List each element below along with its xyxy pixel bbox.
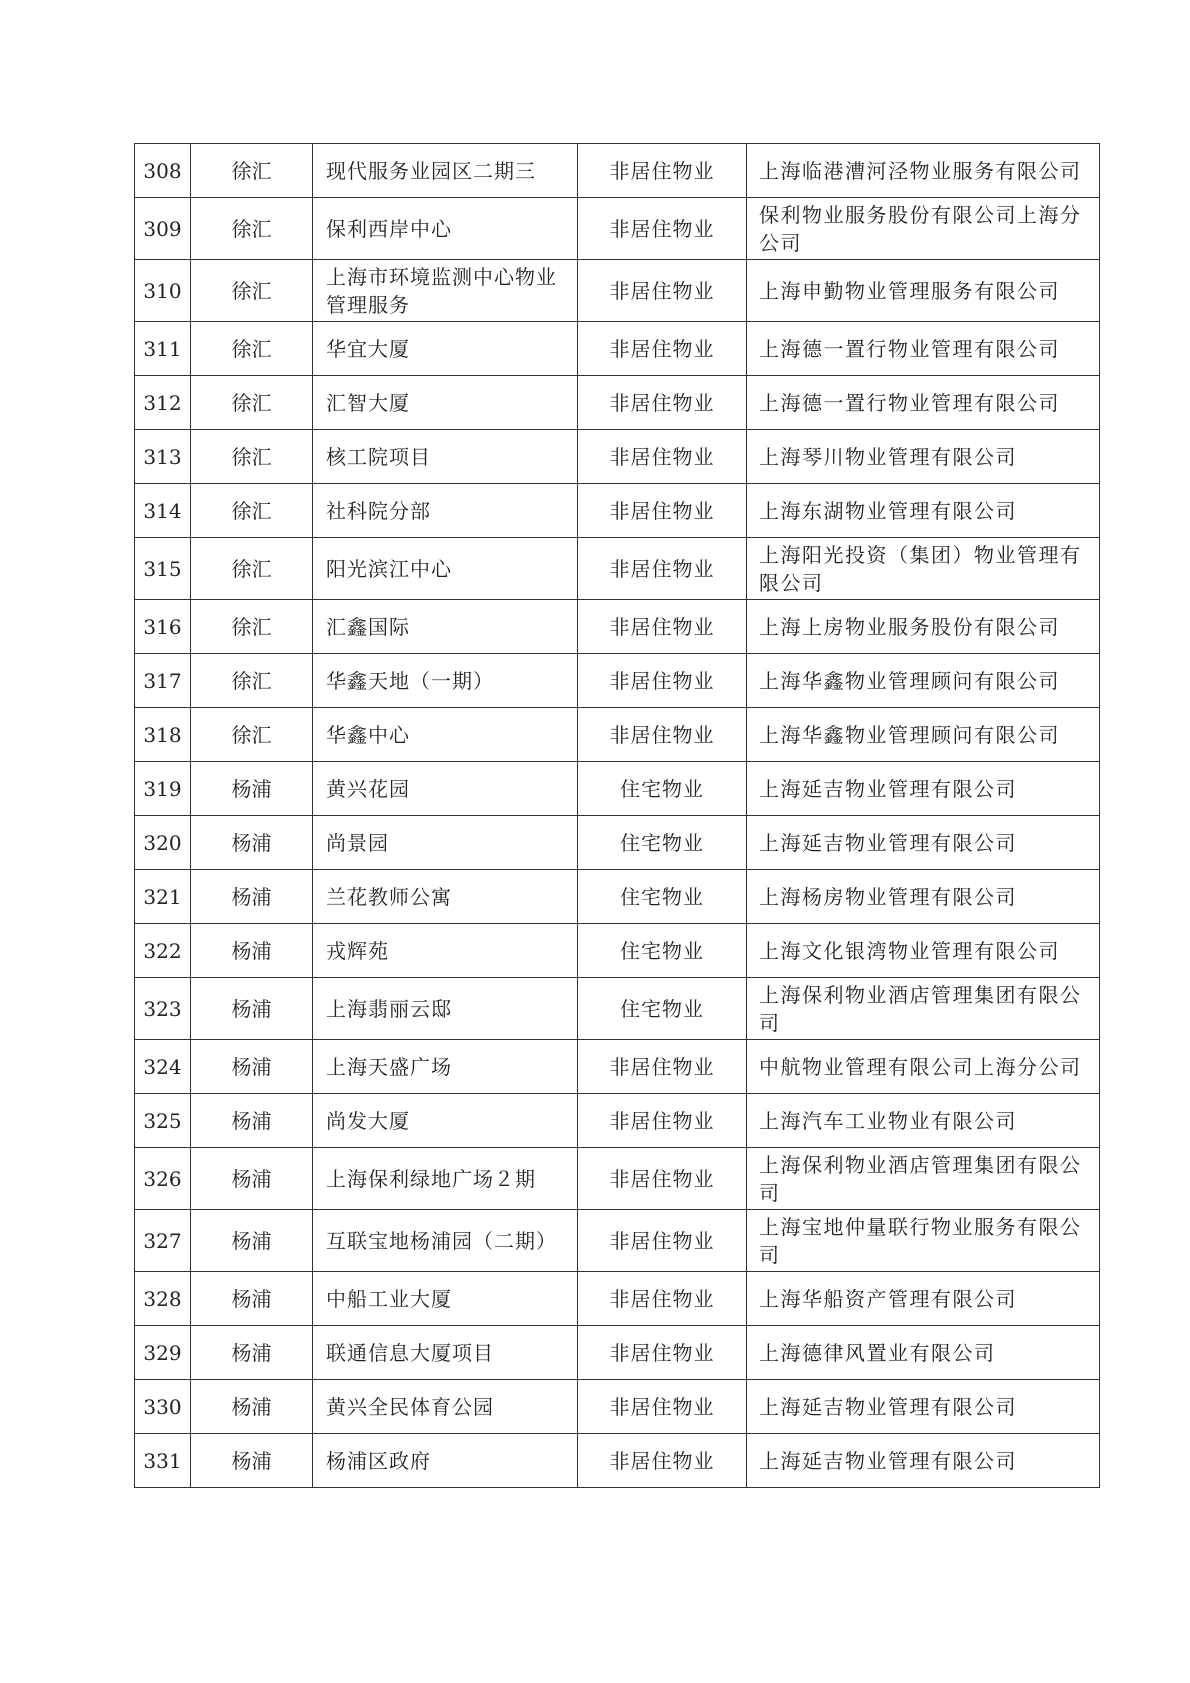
- row-number: 329: [135, 1326, 191, 1380]
- property-type-cell: 非居住物业: [578, 1326, 747, 1380]
- row-number: 326: [135, 1148, 191, 1210]
- property-type-cell: 非居住物业: [578, 430, 747, 484]
- company-cell: 上海琴川物业管理有限公司: [747, 430, 1100, 484]
- table-row: [135, 1326, 1100, 1380]
- project-name-cell: 华鑫中心: [313, 708, 578, 762]
- table-row: [135, 708, 1100, 762]
- table-row: [135, 924, 1100, 978]
- project-name-cell: 尚发大厦: [313, 1094, 578, 1148]
- table-row: [135, 1434, 1100, 1488]
- project-name-cell: 保利西岸中心: [313, 198, 578, 260]
- company-cell: 上海保利物业酒店管理集团有限公司: [747, 978, 1100, 1040]
- property-type-cell: 非居住物业: [578, 654, 747, 708]
- company-cell: 上海华鑫物业管理顾问有限公司: [747, 708, 1100, 762]
- project-name-cell: 戎辉苑: [313, 924, 578, 978]
- row-number: 318: [135, 708, 191, 762]
- company-cell: 中航物业管理有限公司上海分公司: [747, 1040, 1100, 1094]
- district-cell: 杨浦: [191, 1326, 313, 1380]
- property-list-table: [134, 143, 1100, 1488]
- row-number: 312: [135, 376, 191, 430]
- company-cell: 保利物业服务股份有限公司上海分公司: [747, 198, 1100, 260]
- project-name-cell: 汇鑫国际: [313, 600, 578, 654]
- table-row: [135, 654, 1100, 708]
- project-name-cell: 上海市环境监测中心物业管理服务: [313, 260, 578, 322]
- project-name-cell: 杨浦区政府: [313, 1434, 578, 1488]
- project-name-cell: 核工院项目: [313, 430, 578, 484]
- property-type-cell: 住宅物业: [578, 762, 747, 816]
- table-row: [135, 1272, 1100, 1326]
- property-type-cell: 住宅物业: [578, 816, 747, 870]
- table-row: [135, 1040, 1100, 1094]
- row-number: 324: [135, 1040, 191, 1094]
- row-number: 328: [135, 1272, 191, 1326]
- table-row: [135, 430, 1100, 484]
- property-type-cell: 非居住物业: [578, 1148, 747, 1210]
- row-number: 320: [135, 816, 191, 870]
- district-cell: 徐汇: [191, 144, 313, 198]
- district-cell: 徐汇: [191, 198, 313, 260]
- district-cell: 杨浦: [191, 1094, 313, 1148]
- property-type-cell: 非居住物业: [578, 1040, 747, 1094]
- district-cell: 杨浦: [191, 924, 313, 978]
- table-row: [135, 762, 1100, 816]
- company-cell: 上海华鑫物业管理顾问有限公司: [747, 654, 1100, 708]
- table-row: [135, 538, 1100, 600]
- company-cell: 上海阳光投资（集团）物业管理有限公司: [747, 538, 1100, 600]
- property-type-cell: 非居住物业: [578, 144, 747, 198]
- row-number: 330: [135, 1380, 191, 1434]
- district-cell: 徐汇: [191, 484, 313, 538]
- project-name-cell: 华宜大厦: [313, 322, 578, 376]
- project-name-cell: 联通信息大厦项目: [313, 1326, 578, 1380]
- property-type-cell: 住宅物业: [578, 924, 747, 978]
- row-number: 310: [135, 260, 191, 322]
- company-cell: 上海德律风置业有限公司: [747, 1326, 1100, 1380]
- property-type-cell: 非居住物业: [578, 260, 747, 322]
- company-cell: 上海德一置行物业管理有限公司: [747, 376, 1100, 430]
- row-number: 309: [135, 198, 191, 260]
- table-row: [135, 978, 1100, 1040]
- row-number: 313: [135, 430, 191, 484]
- table-row: [135, 816, 1100, 870]
- property-type-cell: 非居住物业: [578, 1434, 747, 1488]
- company-cell: 上海申勤物业管理服务有限公司: [747, 260, 1100, 322]
- company-cell: 上海华船资产管理有限公司: [747, 1272, 1100, 1326]
- row-number: 308: [135, 144, 191, 198]
- district-cell: 杨浦: [191, 870, 313, 924]
- table-body: [135, 144, 1100, 1488]
- project-name-cell: 华鑫天地（一期）: [313, 654, 578, 708]
- district-cell: 徐汇: [191, 538, 313, 600]
- property-type-cell: 非居住物业: [578, 322, 747, 376]
- row-number: 317: [135, 654, 191, 708]
- table-row: [135, 144, 1100, 198]
- property-type-cell: 非居住物业: [578, 1380, 747, 1434]
- company-cell: 上海延吉物业管理有限公司: [747, 762, 1100, 816]
- project-name-cell: 黄兴全民体育公园: [313, 1380, 578, 1434]
- property-type-cell: 非居住物业: [578, 198, 747, 260]
- property-type-cell: 住宅物业: [578, 870, 747, 924]
- table-row: [135, 600, 1100, 654]
- table-row: [135, 1094, 1100, 1148]
- property-type-cell: 非居住物业: [578, 484, 747, 538]
- property-type-cell: 非居住物业: [578, 708, 747, 762]
- project-name-cell: 现代服务业园区二期三: [313, 144, 578, 198]
- property-type-cell: 非居住物业: [578, 600, 747, 654]
- district-cell: 杨浦: [191, 762, 313, 816]
- company-cell: 上海临港漕河泾物业服务有限公司: [747, 144, 1100, 198]
- property-type-cell: 非居住物业: [578, 376, 747, 430]
- row-number: 327: [135, 1210, 191, 1272]
- district-cell: 杨浦: [191, 1040, 313, 1094]
- project-name-cell: 兰花教师公寓: [313, 870, 578, 924]
- district-cell: 杨浦: [191, 1148, 313, 1210]
- row-number: 331: [135, 1434, 191, 1488]
- district-cell: 杨浦: [191, 816, 313, 870]
- row-number: 323: [135, 978, 191, 1040]
- project-name-cell: 社科院分部: [313, 484, 578, 538]
- row-number: 314: [135, 484, 191, 538]
- table-row: [135, 198, 1100, 260]
- company-cell: 上海延吉物业管理有限公司: [747, 1380, 1100, 1434]
- district-cell: 杨浦: [191, 1272, 313, 1326]
- row-number: 311: [135, 322, 191, 376]
- project-name-cell: 互联宝地杨浦园（二期）: [313, 1210, 578, 1272]
- company-cell: 上海上房物业服务股份有限公司: [747, 600, 1100, 654]
- project-name-cell: 黄兴花园: [313, 762, 578, 816]
- district-cell: 徐汇: [191, 322, 313, 376]
- company-cell: 上海汽车工业物业有限公司: [747, 1094, 1100, 1148]
- company-cell: 上海保利物业酒店管理集团有限公司: [747, 1148, 1100, 1210]
- company-cell: 上海杨房物业管理有限公司: [747, 870, 1100, 924]
- property-type-cell: 住宅物业: [578, 978, 747, 1040]
- row-number: 322: [135, 924, 191, 978]
- district-cell: 徐汇: [191, 600, 313, 654]
- district-cell: 杨浦: [191, 1210, 313, 1272]
- district-cell: 徐汇: [191, 260, 313, 322]
- project-name-cell: 尚景园: [313, 816, 578, 870]
- company-cell: 上海宝地仲量联行物业服务有限公司: [747, 1210, 1100, 1272]
- project-name-cell: 阳光滨江中心: [313, 538, 578, 600]
- property-type-cell: 非居住物业: [578, 1094, 747, 1148]
- project-name-cell: 上海翡丽云邸: [313, 978, 578, 1040]
- table-row: [135, 322, 1100, 376]
- row-number: 315: [135, 538, 191, 600]
- property-type-cell: 非居住物业: [578, 1210, 747, 1272]
- district-cell: 徐汇: [191, 430, 313, 484]
- row-number: 319: [135, 762, 191, 816]
- table-row: [135, 870, 1100, 924]
- project-name-cell: 上海天盛广场: [313, 1040, 578, 1094]
- company-cell: 上海延吉物业管理有限公司: [747, 816, 1100, 870]
- district-cell: 杨浦: [191, 1434, 313, 1488]
- row-number: 325: [135, 1094, 191, 1148]
- project-name-cell: 中船工业大厦: [313, 1272, 578, 1326]
- company-cell: 上海延吉物业管理有限公司: [747, 1434, 1100, 1488]
- row-number: 321: [135, 870, 191, 924]
- company-cell: 上海德一置行物业管理有限公司: [747, 322, 1100, 376]
- table-row: [135, 1210, 1100, 1272]
- table-row: [135, 484, 1100, 538]
- district-cell: 徐汇: [191, 708, 313, 762]
- table-row: [135, 1380, 1100, 1434]
- table-row: [135, 260, 1100, 322]
- project-name-cell: 上海保利绿地广场２期: [313, 1148, 578, 1210]
- district-cell: 徐汇: [191, 654, 313, 708]
- company-cell: 上海文化银湾物业管理有限公司: [747, 924, 1100, 978]
- district-cell: 杨浦: [191, 1380, 313, 1434]
- property-type-cell: 非居住物业: [578, 1272, 747, 1326]
- district-cell: 杨浦: [191, 978, 313, 1040]
- project-name-cell: 汇智大厦: [313, 376, 578, 430]
- district-cell: 徐汇: [191, 376, 313, 430]
- table-row: [135, 376, 1100, 430]
- company-cell: 上海东湖物业管理有限公司: [747, 484, 1100, 538]
- table-row: [135, 1148, 1100, 1210]
- row-number: 316: [135, 600, 191, 654]
- property-type-cell: 非居住物业: [578, 538, 747, 600]
